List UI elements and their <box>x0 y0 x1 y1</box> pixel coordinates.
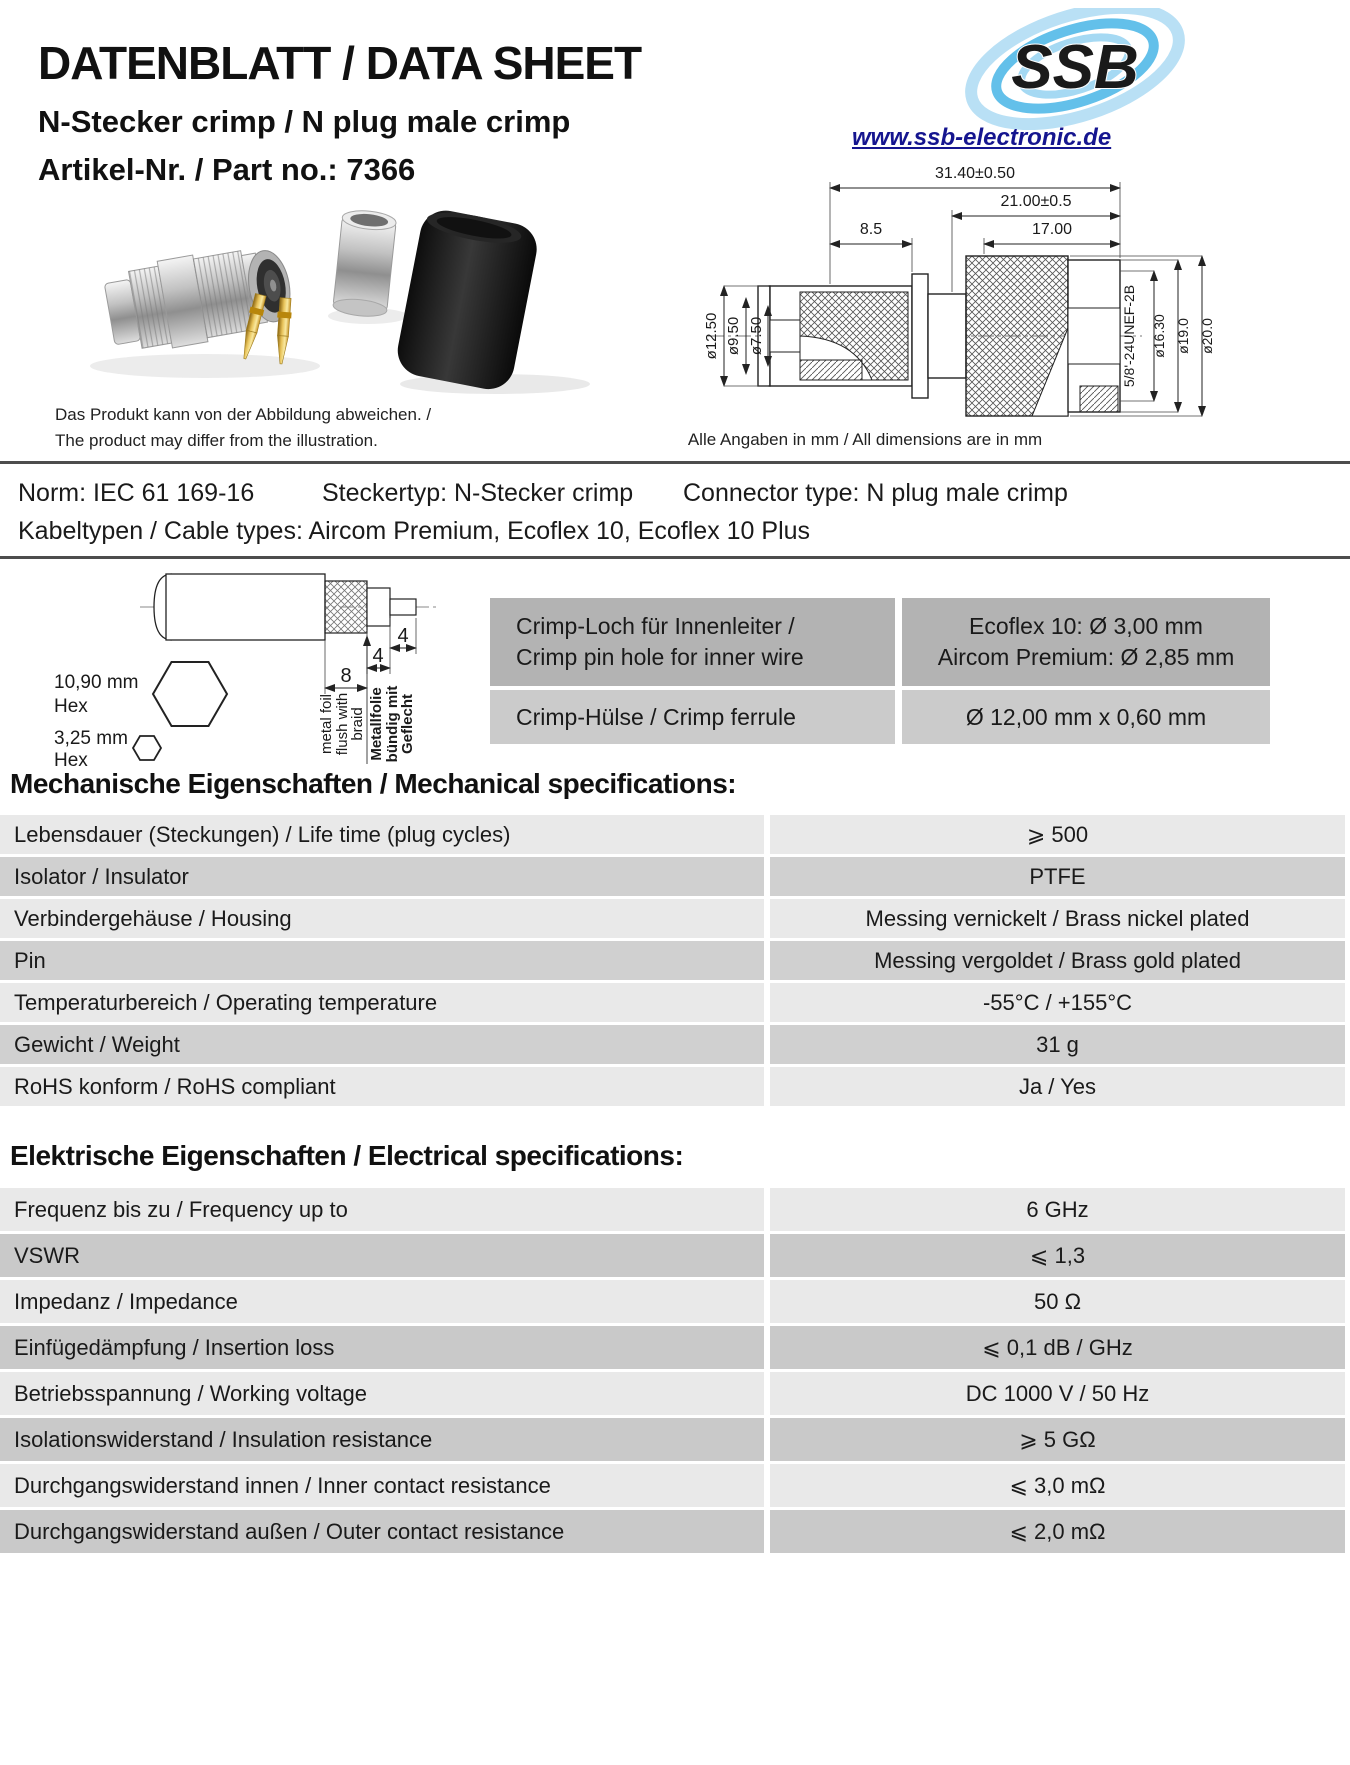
elec-spec-table <box>0 1188 1345 1556</box>
spec-value: DC 1000 V / 50 Hz <box>770 1372 1345 1415</box>
spec-value: -55°C / +155°C <box>770 983 1345 1022</box>
table-row <box>0 1067 1345 1106</box>
divider <box>0 556 1350 559</box>
table-row <box>0 1326 1345 1369</box>
spec-value: Messing vergoldet / Brass gold plated <box>770 941 1345 980</box>
spec-value: ⩽ 3,0 mΩ <box>770 1464 1345 1507</box>
spec-label: VSWR <box>0 1234 764 1277</box>
spec-value: ⩾ 500 <box>770 815 1345 854</box>
table-row <box>0 1464 1345 1507</box>
page-title: DATENBLATT / DATA SHEET <box>38 37 642 89</box>
spec-label: Durchgangswiderstand außen / Outer contact resistance <box>0 1510 764 1553</box>
foil-note-de-3: Geflecht <box>399 693 416 755</box>
mech-section-heading: Mechanische Eigenschaften / Mechanical specifications: <box>10 768 737 799</box>
spec-label: Gewicht / Weight <box>0 1025 764 1064</box>
spec-label: Temperaturbereich / Operating temperature <box>0 983 764 1022</box>
crimp-ferrule-label: Crimp-Hülse / Crimp ferrule <box>490 690 895 744</box>
crimp-hole-value-line2: Aircom Premium: Ø 2,85 mm <box>937 644 1235 670</box>
dim-dia200: ø20.0 <box>1199 318 1215 354</box>
table-row <box>0 983 1345 1022</box>
dim-dia1250: ø12.50 <box>703 312 720 360</box>
spec-value: ⩽ 0,1 dB / GHz <box>770 1326 1345 1369</box>
spec-label: Pin <box>0 941 764 980</box>
dim-17: 17.00 <box>1031 221 1073 238</box>
foil-note-en-3: braid <box>349 707 366 741</box>
mech-spec-table <box>0 815 1345 1109</box>
spec-value: ⩽ 2,0 mΩ <box>770 1510 1345 1553</box>
foil-note-en-1: metal foil <box>318 693 335 755</box>
units-note: Alle Angaben in mm / All dimensions are in mm <box>687 430 1043 449</box>
foil-note-de-1: Metallfolie <box>368 687 385 761</box>
table-row <box>0 899 1345 938</box>
hex-large-value: 10,90 mm <box>54 672 139 693</box>
hex-large-unit: Hex <box>54 696 88 717</box>
table-row <box>0 1188 1345 1231</box>
norm-label: Norm: IEC 61 169-16 <box>18 479 255 507</box>
spec-value: PTFE <box>770 857 1345 896</box>
product-photo <box>90 198 650 398</box>
hex-small-unit: Hex <box>54 750 88 766</box>
crimp-ferrule-value: Ø 12,00 mm x 0,60 mm <box>902 690 1270 744</box>
photo-disclaimer <box>55 402 431 455</box>
crimp-hole-value-line1: Ecoflex 10: Ø 3,00 mm <box>969 613 1203 639</box>
spec-label: Frequenz bis zu / Frequency up to <box>0 1188 764 1231</box>
table-row <box>0 941 1345 980</box>
steckertyp-label: Steckertyp: N-Stecker crimp <box>322 479 634 507</box>
crimp-hole-label-line2: Crimp pin hole for inner wire <box>516 644 804 670</box>
hex-small-value: 3,25 mm <box>54 728 128 749</box>
elec-section-heading: Elektrische Eigenschaften / Electrical specifications: <box>10 1140 684 1171</box>
heat-shrink-photo <box>393 206 541 393</box>
dim-21: 21.00±0.5 <box>1000 193 1072 210</box>
hex-large-shape <box>153 662 227 726</box>
cable-prep-diagram <box>40 566 480 766</box>
spec-value: ⩽ 1,3 <box>770 1234 1345 1277</box>
spec-value: Ja / Yes <box>770 1067 1345 1106</box>
crimp-hole-value <box>902 598 1270 686</box>
crimp-table-row <box>490 690 1270 744</box>
prep-dim-braid: 8 <box>340 665 352 687</box>
spec-label: Isolationswiderstand / Insulation resistance <box>0 1418 764 1461</box>
product-name: N-Stecker crimp / N plug male crimp <box>38 104 571 139</box>
spec-value: 50 Ω <box>770 1280 1345 1323</box>
dim-dia950: ø9.50 <box>725 316 742 356</box>
spec-label: Lebensdauer (Steckungen) / Life time (plug cycles) <box>0 815 764 854</box>
table-row <box>0 1418 1345 1461</box>
spec-value: 31 g <box>770 1025 1345 1064</box>
table-row <box>0 1372 1345 1415</box>
table-row <box>0 1280 1345 1323</box>
prep-dim-tip: 4 <box>397 625 409 647</box>
part-number: Artikel-Nr. / Part no.: 7366 <box>38 152 416 187</box>
table-row <box>0 1234 1345 1277</box>
dim-overall: 31.40±0.50 <box>935 165 1015 182</box>
spec-label: RoHS konform / RoHS compliant <box>0 1067 764 1106</box>
spec-label: Verbindergehäuse / Housing <box>0 899 764 938</box>
dim-dia1630: ø16.30 <box>1151 314 1167 358</box>
dim-thread: 5/8'-24UNEF-2B <box>1121 284 1137 388</box>
table-row <box>0 1510 1345 1553</box>
divider <box>0 461 1350 464</box>
spec-label: Betriebsspannung / Working voltage <box>0 1372 764 1415</box>
table-row <box>0 815 1345 854</box>
spec-label: Isolator / Insulator <box>0 857 764 896</box>
table-row <box>0 1025 1345 1064</box>
foil-note-en-2: flush with <box>334 692 351 756</box>
n-connector-photo <box>102 239 297 357</box>
photo-disclaimer-line1: Das Produkt kann von der Abbildung abweichen. / <box>55 405 432 424</box>
spec-value: Messing vernickelt / Brass nickel plated <box>770 899 1345 938</box>
dim-dia190: ø19.0 <box>1175 318 1191 354</box>
spec-value: ⩾ 5 GΩ <box>770 1418 1345 1461</box>
hex-small-shape <box>133 736 161 760</box>
spec-label: Durchgangswiderstand innen / Inner contact resistance <box>0 1464 764 1507</box>
foil-note-de-2: bündig mit <box>384 685 401 763</box>
prep-dim-mid: 4 <box>372 645 384 667</box>
spec-value: 6 GHz <box>770 1188 1345 1231</box>
dim-85: 8.5 <box>859 221 883 238</box>
spec-label: Einfügedämpfung / Insertion loss <box>0 1326 764 1369</box>
connector-type-label: Connector type: N plug male crimp <box>683 479 1068 507</box>
crimp-hole-label <box>490 598 895 686</box>
cable-types-label: Kabeltypen / Cable types: Aircom Premium, Ecoflex 10, Ecoflex 10 Plus <box>18 517 811 545</box>
ssb-logo <box>950 8 1200 130</box>
website-link[interactable]: www.ssb-electronic.de <box>852 124 1112 151</box>
crimp-table <box>490 598 1270 748</box>
crimp-ferrule-photo <box>332 208 397 318</box>
technical-drawing <box>650 158 1350 426</box>
dim-dia750: ø7.50 <box>748 316 765 356</box>
table-row <box>0 857 1345 896</box>
spec-label: Impedanz / Impedance <box>0 1280 764 1323</box>
ssb-logo-text: SSB <box>1011 33 1139 102</box>
crimp-hole-label-line1: Crimp-Loch für Innenleiter / <box>516 613 795 639</box>
crimp-table-row <box>490 598 1270 686</box>
photo-disclaimer-line2: The product may differ from the illustration. <box>55 431 378 451</box>
